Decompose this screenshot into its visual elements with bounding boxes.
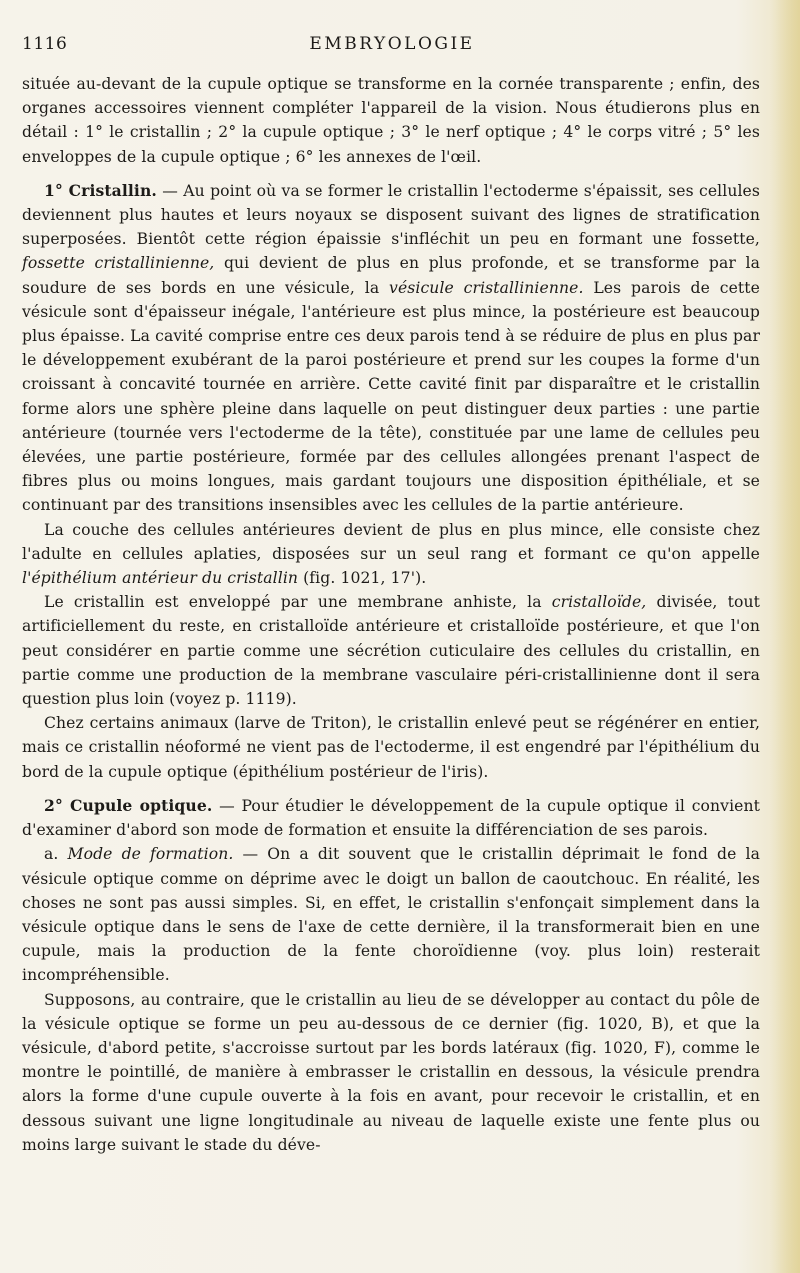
page-number: 1116	[22, 34, 68, 54]
paragraph-couche: La couche des cellules antérieures devient de plus en plus mince, elle consiste chez l'adulte en cellules aplaties, disposées sur un seul rang et formant ce qu'on appelle l'épithélium antérieur du cristallin (fig. 1021, 17').	[22, 520, 760, 588]
term-vesicule: vésicule cristallinienne.	[389, 278, 584, 297]
paragraph-cristalloide: Le cristallin est enveloppé par une membrane anhiste, la cristalloïde, divisée, tout artificiellement du reste, en cristalloïde antérieure et cristalloïde postérieure, et que l'on peut considérer en partie comme une sécrétion cuticulaire des cellules du cristallin, en partie comme une production de la membrane vasculaire péri-cristallinienne dont il sera question plus loin (voyez p. 1119).	[22, 593, 760, 709]
paragraph-cristallin: 1° Cristallin. — Au point où va se former le cristallin l'ectoderme s'épaissit, ses cellules deviennent plus hautes et leurs noyaux se disposent suivant des lignes de stratification superposées. Bientôt cette région épaissie s'infléchit un peu en formant une fossette, fossette cristallinienne, qui devient de plus en plus profonde, et se transforme par la soudure de ses bords en une vésicule, la vésicule cristallinienne. Les parois de cette vésicule sont d'épaisseur inégale, l'antérieure est plus mince, la postérieure est beaucoup plus épaisse. La cavité comprise entre ces deux parois tend à se réduire de plus en plus par le développement exubérant de la paroi postérieure et prend sur les coupes la forme d'un croissant à concavité tournée en arrière. Cette cavité finit par disparaître et le cristallin forme alors une sphère pleine dans laquelle on peut distinguer deux parties : une partie antérieure (tournée vers l'ectoderme de la tête), constituée par une lame de cellules peu élevées, une partie postérieure, formée par des cellules allongées prenant l'aspect de fibres plus ou moins longues, mais gardant toujours une disposition épithéliale, et se continuant par des transitions insensibles avec les cellules de la partie antérieure.	[22, 180, 760, 515]
page-header	[22, 34, 762, 64]
term-epithelium: l'épithélium antérieur du cristallin	[22, 569, 299, 588]
paragraph-supposons: Supposons, au contraire, que le cristallin au lieu de se développer au contact du pôle de la vésicule optique se forme un peu au-dessous de ce dernier (fig. 1020, B), et que la vésicule, d'abord petite, s'accroisse surtout par les bords latéraux (fig. 1020, F), comme le montre le pointillé, de manière à embrasser le cristallin en dessous, la vésicule prendra alors la forme d'une cupule ouverte à la fois en avant, pour recevoir le cristallin, et en dessous suivant une ligne longitudinale au niveau de laquelle existe une fente plus ou moins large suivant le stade du déve-	[22, 990, 760, 1154]
subheading-mode-formation: Mode de formation.	[67, 845, 234, 864]
term-cristalloide: cristalloïde,	[551, 593, 647, 612]
section-heading-cupule: 2° Cupule optique.	[44, 795, 213, 815]
term-fossette: fossette cristallinienne,	[22, 254, 215, 273]
section-heading-cristallin: 1° Cristallin.	[44, 180, 157, 200]
running-title: EMBRYOLOGIE	[309, 34, 475, 54]
paragraph-triton: Chez certains animaux (larve de Triton), le cristallin enlevé peut se régénérer en entier, mais ce cristallin néoformé ne vient pas de l'ectoderme, il est engendré par l'épithélium du bord de la cupule optique (épithélium postérieur de l'iris).	[22, 714, 760, 781]
paragraph-mode-formation: a. Mode de formation. — On a dit souvent que le cristallin déprimait le fond de la vésicule optique comme on déprime avec le doigt un ballon de caoutchouc. En réalité, les choses ne sont pas aussi simples. Si, en effet, le cristallin s'enfonçait simplement dans la vésicule optique dans le sens de l'axe de cette dernière, il la transformerait bien en une cupule, mais la production de la fente choroïdienne (voy. plus loin) resterait incompréhensible.	[22, 845, 760, 985]
page-edge-stain	[770, 0, 800, 1273]
paragraph-cupule: 2° Cupule optique. — Pour étudier le développement de la cupule optique il convient d'examiner d'abord son mode de formation et ensuite la différenciation de ses parois.	[22, 795, 760, 840]
paragraph-intro: située au-devant de la cupule optique se transforme en la cornée transparente ; enfin, des organes accessoires viennent compléter l'appareil de la vision. Nous étudierons plus en détail : 1° le cristallin ; 2° la cupule optique ; 3° le nerf optique ; 4° le corps vitré ; 5° les enveloppes de la cupule optique ; 6° les annexes de l'œil.	[22, 75, 760, 166]
body-text	[22, 72, 760, 1157]
